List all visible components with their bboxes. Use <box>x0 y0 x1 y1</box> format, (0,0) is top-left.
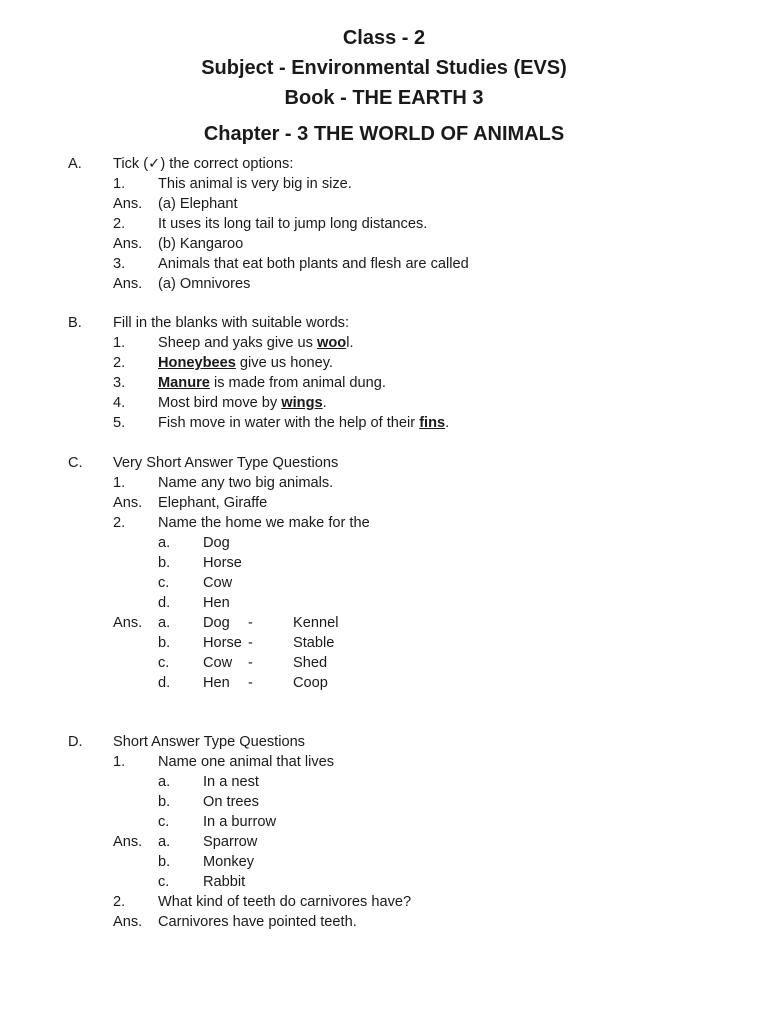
item-number: 4. <box>113 395 126 411</box>
text-before: Sheep and yaks give us <box>158 335 318 351</box>
answer-animal: Dog <box>203 615 230 631</box>
option-letter: d. <box>158 595 171 611</box>
question-text: Name one animal that lives <box>158 754 335 770</box>
text-before: Most bird move by <box>158 395 282 411</box>
answer-text: Carnivores have pointed teeth. <box>158 914 357 930</box>
item-text: Animals that eat both plants and flesh are called <box>158 256 469 272</box>
blank-answer: Manure <box>158 375 210 391</box>
answer-home: Stable <box>293 635 335 651</box>
text-after: is made from animal dung. <box>209 375 386 391</box>
item-text: (a) Elephant <box>158 196 238 212</box>
text-after: . <box>445 415 450 431</box>
answer-home: Kennel <box>293 615 339 631</box>
option-text: Horse <box>203 555 242 571</box>
blank-answer: fins <box>419 415 446 431</box>
answer-animal: Hen <box>203 675 230 691</box>
answer-dash: - <box>248 655 253 671</box>
answer-dash: - <box>248 635 253 651</box>
blank-answer: wings <box>281 395 323 411</box>
question-text: Name any two big animals. <box>158 475 334 491</box>
item-number: 5. <box>113 415 126 431</box>
class-title: Class - 2 <box>342 27 426 49</box>
question-text: Name the home we make for the <box>158 515 370 531</box>
answer-label: Ans. <box>113 495 143 511</box>
answer-letter: c. <box>158 655 170 671</box>
answer-letter: b. <box>158 854 171 870</box>
answer-dash: - <box>248 675 253 691</box>
option-text: In a burrow <box>203 814 277 830</box>
section-heading: Short Answer Type Questions <box>113 734 305 750</box>
answer-label: Ans. <box>113 834 143 850</box>
item-number: 1. <box>113 176 126 192</box>
answer-letter: c. <box>158 874 170 890</box>
item-number: Ans. <box>113 196 143 212</box>
answer-dash: - <box>248 615 253 631</box>
item-text: This animal is very big in size. <box>158 176 352 192</box>
section-letter: D. <box>68 734 83 750</box>
item-number: 2. <box>113 216 126 232</box>
option-text: Dog <box>203 535 230 551</box>
answer-label: Ans. <box>113 914 143 930</box>
item-text: (b) Kangaroo <box>158 236 244 252</box>
option-letter: a. <box>158 774 171 790</box>
item-text: It uses its long tail to jump long distances. <box>158 216 428 232</box>
answer-text: Rabbit <box>203 874 246 890</box>
answer-letter: a. <box>158 615 171 631</box>
text-before: Fish move in water with the help of their <box>158 415 420 431</box>
option-letter: b. <box>158 794 171 810</box>
item-text <box>158 413 449 433</box>
answer-text: Sparrow <box>203 834 258 850</box>
blank-answer: woo <box>317 335 347 351</box>
item-text <box>158 333 354 353</box>
item-number: 1. <box>113 335 126 351</box>
section-heading: Very Short Answer Type Questions <box>113 455 339 471</box>
subject-title: Subject - Environmental Studies (EVS) <box>201 57 567 79</box>
item-number: 3. <box>113 375 126 391</box>
answer-letter: b. <box>158 635 171 651</box>
option-text: In a nest <box>203 774 259 790</box>
answer-animal: Horse <box>203 635 242 651</box>
option-text: On trees <box>203 794 259 810</box>
option-text: Hen <box>203 595 230 611</box>
section-heading: Tick (✓) the correct options: <box>113 156 294 172</box>
option-letter: a. <box>158 535 171 551</box>
item-text <box>158 353 333 373</box>
section-heading: Fill in the blanks with suitable words: <box>113 315 350 331</box>
answer-label: Ans. <box>113 615 143 631</box>
section-letter: B. <box>68 315 82 331</box>
item-number: 1. <box>113 475 126 491</box>
option-letter: c. <box>158 575 170 591</box>
item-number: 2. <box>113 894 126 910</box>
text-after: give us honey. <box>235 355 333 371</box>
answer-text: Monkey <box>203 854 255 870</box>
text-after: . <box>322 395 327 411</box>
section-letter: A. <box>68 156 82 172</box>
item-number: 2. <box>113 355 126 371</box>
book-title: Book - THE EARTH 3 <box>284 87 484 109</box>
item-text <box>158 393 327 413</box>
item-number: Ans. <box>113 276 143 292</box>
text-after: l. <box>346 335 354 351</box>
question-text: What kind of teeth do carnivores have? <box>158 894 412 910</box>
answer-home: Shed <box>293 655 328 671</box>
answer-text: Elephant, Giraffe <box>158 495 268 511</box>
option-letter: c. <box>158 814 170 830</box>
answer-animal: Cow <box>203 655 233 671</box>
item-text: (a) Omnivores <box>158 276 251 292</box>
item-number: 1. <box>113 754 126 770</box>
item-number: Ans. <box>113 236 143 252</box>
section-letter: C. <box>68 455 83 471</box>
item-text <box>158 373 386 393</box>
answer-letter: a. <box>158 834 171 850</box>
item-number: 2. <box>113 515 126 531</box>
blank-answer: Honeybees <box>158 355 236 371</box>
chapter-title: Chapter - 3 THE WORLD OF ANIMALS <box>203 123 565 145</box>
answer-letter: d. <box>158 675 171 691</box>
option-letter: b. <box>158 555 171 571</box>
item-number: 3. <box>113 256 126 272</box>
answer-home: Coop <box>293 675 328 691</box>
option-text: Cow <box>203 575 233 591</box>
